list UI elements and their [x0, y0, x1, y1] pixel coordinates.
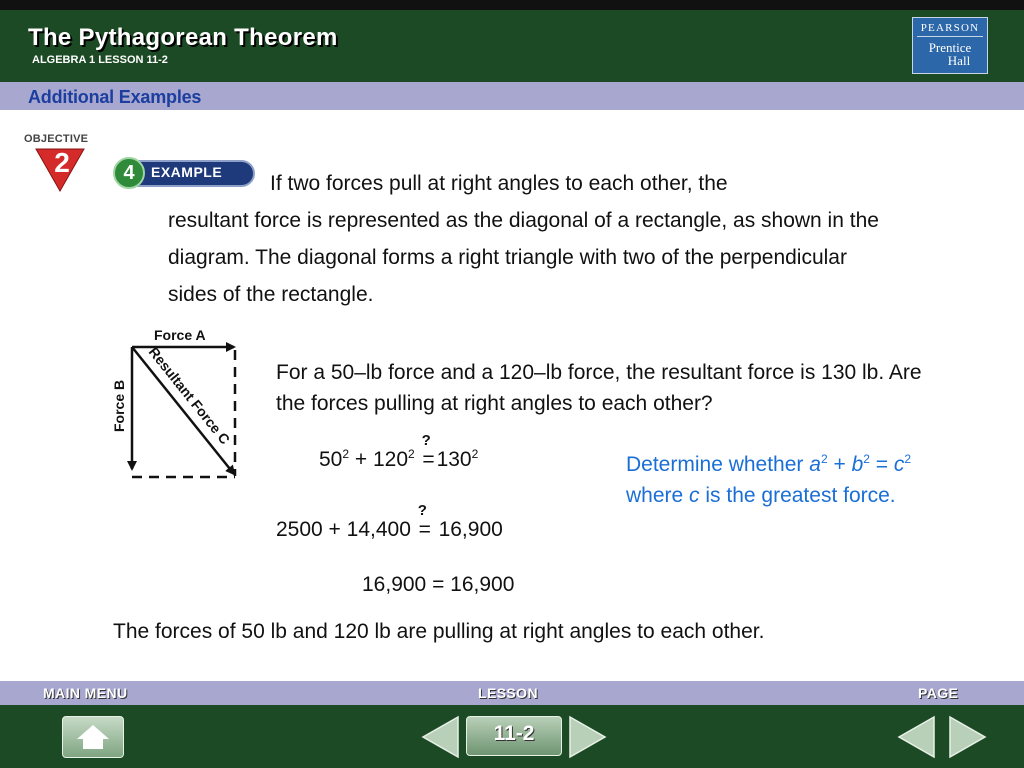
step2-question-equals	[417, 502, 433, 542]
objective-badge	[24, 133, 96, 195]
page-next-arrow-icon[interactable]	[946, 715, 988, 759]
logo-pearson: PEARSON	[917, 18, 983, 37]
home-icon	[63, 717, 123, 757]
step2-eqsign: =	[418, 518, 431, 541]
page-label: PAGE	[918, 685, 959, 701]
hint-c-exp: 2	[904, 452, 912, 466]
step3-equation: 16,900 = 16,900	[362, 573, 515, 596]
force-c-label: Resultant Force C	[145, 343, 234, 448]
step1-plus: +	[349, 448, 373, 471]
footer-label-bar	[0, 681, 1024, 705]
step1-b-exp: 2	[408, 447, 415, 461]
step2-right: 16,900	[438, 518, 503, 541]
step1-a: 50	[319, 448, 343, 471]
force-diagram	[108, 324, 260, 484]
hint-b: b	[851, 453, 864, 476]
step1-qmark: ?	[421, 432, 431, 449]
step2-left: 2500 + 14,400	[276, 518, 411, 541]
hint-prefix: Determine whether	[626, 453, 810, 476]
page-prev-arrow-icon[interactable]	[896, 715, 938, 759]
lesson-subtitle: ALGEBRA 1 LESSON 11-2	[32, 54, 168, 66]
step2-qmark: ?	[417, 502, 427, 519]
hint-b-exp: 2	[863, 452, 870, 466]
hint-equals: =	[869, 453, 894, 476]
objective-number: 2	[54, 147, 70, 178]
intro-rest: resultant force is represented as the diagonal of a rectangle, as shown in the diagram. The diagonal forms a right triangle with two of the perpendicular sides of the rectangle.	[168, 209, 879, 306]
hint-a: a	[809, 453, 821, 476]
force-diagram-svg	[108, 324, 260, 484]
lesson-prev-arrow-icon[interactable]	[420, 715, 462, 759]
hint-line2-prefix: where	[626, 484, 690, 507]
force-c-arrow	[132, 347, 234, 474]
hint-a-exp: 2	[820, 452, 828, 466]
hint-plus: +	[827, 453, 852, 476]
question-text: For a 50–lb force and a 120–lb force, the resultant force is 130 lb. Are the forces pulling at right angles to each other?	[276, 361, 922, 415]
lesson-label: LESSON	[478, 685, 538, 701]
pearson-logo	[912, 17, 988, 74]
hint-text	[626, 444, 1006, 511]
objective-label: OBJECTIVE	[24, 133, 89, 145]
force-b-label: Force B	[111, 379, 127, 432]
home-button[interactable]	[62, 716, 124, 758]
top-border	[0, 0, 1024, 10]
step1-a-exp: 2	[342, 447, 350, 461]
step1-question-equals	[421, 432, 437, 472]
section-title: Additional Examples	[28, 87, 202, 107]
example-label: EXAMPLE	[151, 164, 223, 180]
step1-eqsign: =	[422, 448, 435, 471]
example-intro	[168, 165, 888, 313]
conclusion-text: The forces of 50 lb and 120 lb are pulling at right angles to each other.	[113, 620, 765, 643]
step1-equation	[319, 432, 479, 472]
hint-line2-c: c	[689, 484, 700, 507]
hint-line2-suffix: is the greatest force.	[699, 484, 896, 507]
logo-prentice: Prentice	[928, 40, 972, 55]
force-a-label: Force A	[154, 327, 206, 343]
step1-c-exp: 2	[471, 447, 479, 461]
section-bar	[0, 82, 1024, 110]
intro-line-1: If two forces pull at right angles to each other, the	[270, 172, 728, 195]
step1-c: 130	[436, 448, 472, 471]
example-number: 4	[113, 157, 145, 189]
step2-equation	[276, 502, 503, 542]
lesson-number-button[interactable]: 11-2	[466, 716, 562, 756]
page-title: The Pythagorean Theorem	[28, 24, 338, 51]
logo-hall: Hall	[947, 53, 971, 68]
lesson-next-arrow-icon[interactable]	[566, 715, 608, 759]
step1-b: 120	[372, 448, 409, 471]
main-menu-label: MAIN MENU	[43, 685, 128, 701]
hint-c: c	[893, 453, 905, 476]
header	[0, 10, 1024, 82]
